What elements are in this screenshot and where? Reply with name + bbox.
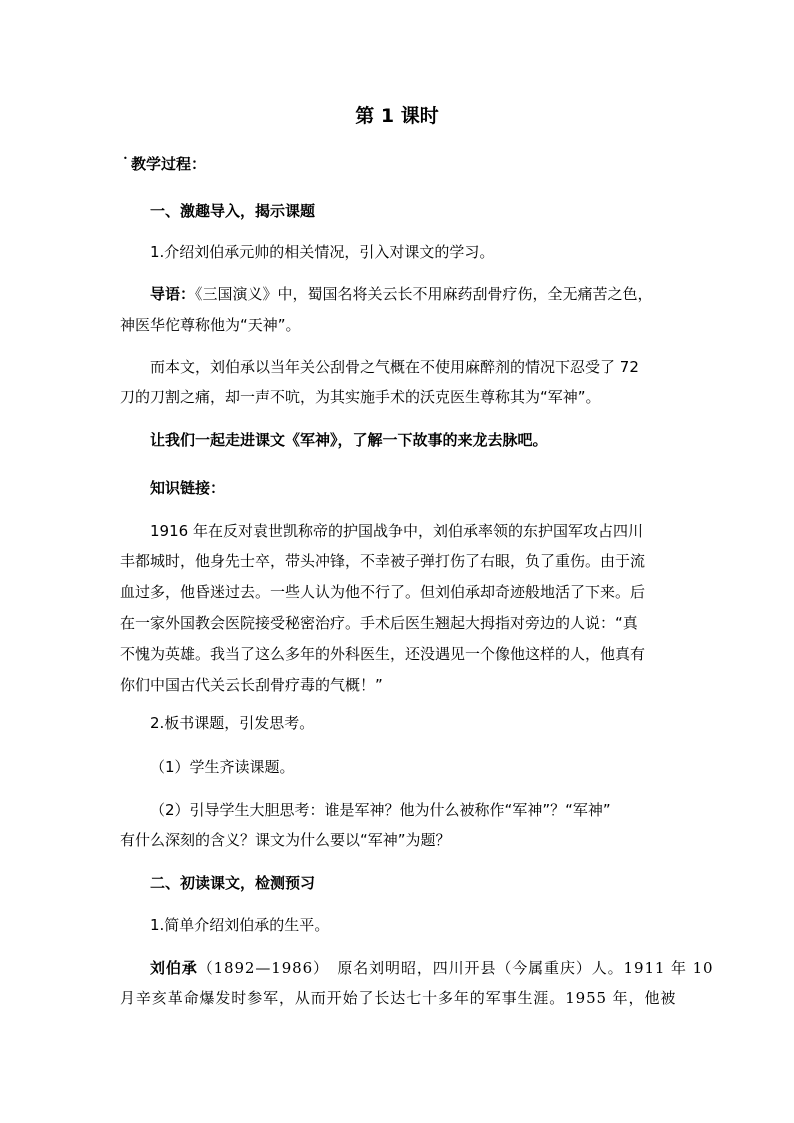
intro-line1 (150, 284, 653, 304)
sub-item1: （1）学生齐读课题。 (150, 758, 295, 776)
link-line: 不愧为英雄。我当了这么多年的外科医生，还没遇见一个像他这样的人，他真有 (120, 645, 646, 663)
para2-line2: 刀的刀割之痛，却一声不吭，为其实施手术的沃克医生尊称其为“军神”。 (120, 388, 601, 406)
bio-line1 (150, 958, 713, 978)
intro-label: 导语： (150, 285, 196, 303)
section-heading: 教学过程： (131, 155, 207, 173)
bio-line2: 月辛亥革命爆发时参军，从而开始了长达七十多年的军事生涯。1955 年，他被 (120, 989, 677, 1007)
part2-heading: 二、初读课文，检测预习 (150, 874, 316, 892)
intro-text: 《三国演义》中，蜀国名将关云长不用麻药刮骨疗伤，全无痛苦之色， (195, 285, 653, 303)
link-line: 你们中国古代关云长刮骨疗毒的气概！” (120, 676, 383, 694)
para2-line1: 而本文，刘伯承以当年关公刮骨之气概在不使用麻醉剂的情况下忍受了 72 (150, 358, 639, 376)
bullet-mark: • (123, 154, 128, 163)
intro-line2: 神医华佗尊称他为“天神”。 (120, 316, 301, 334)
link-heading: 知识链接： (150, 479, 226, 497)
part1-heading: 一、激趣导入，揭示课题 (150, 202, 316, 220)
part1-item2: 2.板书课题，引发思考。 (150, 714, 315, 732)
bio-text: （1892—1986） 原名刘明昭，四川开县（今属重庆）人。1911 年 10 (197, 959, 714, 977)
sub-item2-line1: （2）引导学生大胆思考：谁是军神？他为什么被称作“军神”？“军神” (150, 801, 611, 819)
sub-item2-line2: 有什么深刻的含义？课文为什么要以“军神”为题？ (120, 831, 451, 849)
part2-item1: 1.简单介绍刘伯承的生平。 (150, 916, 330, 934)
link-line: 1916 年在反对袁世凯称帝的护国战争中，刘伯承率领的东护国军攻占四川 (150, 522, 643, 540)
page-title: 第 1 课时 (355, 105, 439, 127)
link-line: 血过多，他昏迷过去。一些人认为他不行了。但刘伯承却奇迹般地活了下来。后 (120, 583, 646, 601)
emphasis-line: 让我们一起走进课文《军神》，了解一下故事的来龙去脉吧。 (150, 431, 548, 449)
link-line: 在一家外国教会医院接受秘密治疗。手术后医生翘起大拇指对旁边的人说：“真 (120, 614, 638, 632)
link-line: 丰都城时，他身先士卒，带头冲锋，不幸被子弹打伤了右眼，负了重伤。由于流 (120, 552, 646, 570)
part1-item1: 1.介绍刘伯承元帅的相关情况，引入对课文的学习。 (150, 243, 495, 261)
bio-name: 刘伯承 (150, 959, 198, 977)
